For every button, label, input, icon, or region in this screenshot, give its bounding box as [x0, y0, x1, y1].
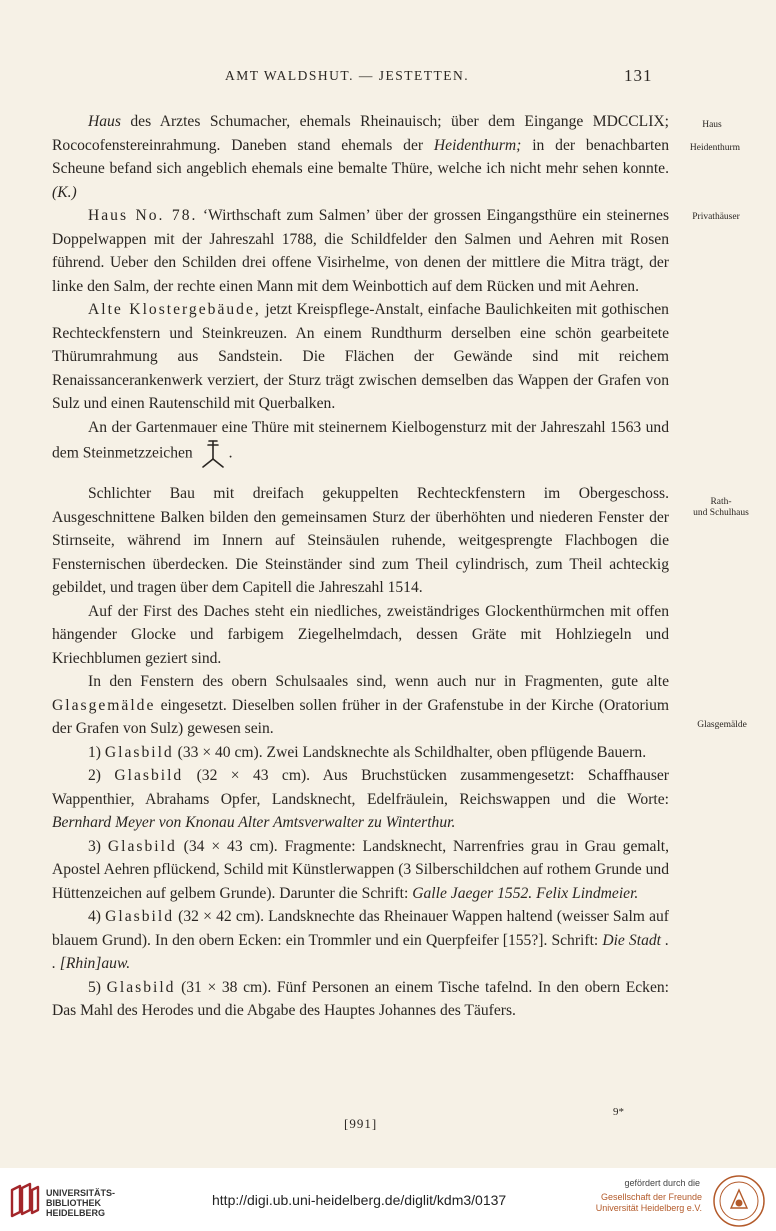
stonemason-mark-icon: [199, 439, 227, 469]
library-name-line: UNIVERSITÄTS-: [46, 1188, 116, 1198]
text-run: eingesetzt. Dieselben sollen früher in der Grafenstube in der Kirche (Oratorium der Grafen von Sulz) gewesen sein.: [52, 696, 669, 737]
lead-klostergebaeude: Alte Klostergebäude,: [88, 301, 261, 318]
paragraph-gartenmauer: [52, 416, 669, 470]
margin-note-heidenthurm: Heidenthurm: [689, 143, 741, 153]
inscription: Bernhard Meyer von Knonau Alter Amtsverwalter zu Winterthur.: [52, 814, 456, 831]
term-heidenthurm: Heidenthurm;: [433, 136, 522, 154]
sponsor-name-line: Universität Heidelberg e.V.: [595, 1203, 702, 1213]
university-seal-icon: [712, 1174, 766, 1228]
running-header: [0, 68, 776, 92]
text-run: ‘Wirthschaft zum Salmen’ über der grossen Eingangsthüre ein steinernes Doppelwappen mit der Jahreszahl 1788, die Schildfelder den Salmen und Aehren mit Rosen führend. Ueber den Schilden drei offene Visirhelme, von denen der mittlere die Mitra trägt, der linke den Salm, der rechte einen Mann mit dem Weinbottich auf dem Rücken und mit Aehren.: [52, 207, 670, 295]
margin-note-glasgemaelde: Glasgemälde: [697, 720, 747, 730]
item-number: 3): [88, 837, 108, 855]
margin-note-rath-schulhaus: [676, 497, 766, 519]
main-text: [52, 110, 669, 1023]
term-glasbild: Glasbild: [105, 908, 174, 925]
item-number: 4): [88, 908, 106, 925]
text-run: des Arztes Schumacher, ehemals Rheinauisch; über dem Eingange MDCCLIX; Rococofenstereinrahmung. Daneben stand ehemals der: [52, 113, 669, 154]
text-run: jetzt Kreispflege-Anstalt, einfache Baulichkeiten mit gothischen Rechteckfenstern und Steinkreuzen. An einem Rundthurm derselben eine schön gearbeitete Thürumrahmung aus Sandstein. Die Flächen der Gewände sind mit reichem Renaissancerankenwerk verziert, der Sturz trägt zwischen demselben das Wappen der Grafen von Sulz und einen Rautenschild mit Querbalken.: [52, 301, 669, 412]
text-run: (32 × 43 cm). Aus Bruchstücken zusammengesetzt: Schaffhauser Wappenthier, Abrahams Opfer, Landsknecht, Edelfräulein, Reichswappen und die Worte:: [52, 767, 670, 808]
paragraph-glasgemaelde: [52, 670, 669, 741]
list-item-glasbild-1: [52, 741, 669, 765]
paragraph-klostergebaeude: [52, 298, 669, 416]
margin-note-rath-1: Rath-: [710, 497, 732, 507]
term-glasbild: Glasbild: [107, 837, 177, 855]
text-run: Auf der First des Daches steht ein niedliches, zweiständriges Glockenthürmchen mit offen hängender Glocke und farbigem Ziegelhelmdach, dessen Gräte mit Hohlziegeln und Kriechblumen geziert sind.: [52, 602, 669, 667]
sponsor-name: [592, 1192, 702, 1214]
header-title: AMT WALDSHUT. — JESTETTEN.: [225, 68, 470, 83]
item-number: 2): [88, 767, 115, 784]
page-number: 131: [624, 66, 653, 85]
term-glasgemaelde: Glasgemälde: [52, 696, 156, 714]
digitization-footer: [0, 1168, 776, 1231]
text-run: (34 × 43 cm). Fragmente: Landsknecht, Narrenfries grau in Grau gemalt, Apostel Aehren pflückend, Schild mit Künstlerwappen (3 Silberschildchen auf rothem Grunde und Hüttenzeichen auf gelbem Grunde). Darunter die Schrift:: [52, 837, 670, 902]
text-run: (32 × 42 cm). Landsknechte das Rheinauer Wappen haltend (weisser Salm auf blauem Grund). In den obern Ecken: ein Trommler und ein Querpfeifer [155?]. Schrift:: [52, 908, 669, 949]
source-url-link[interactable]: http://digi.ub.uni-heidelberg.de/diglit/kdm3/0137: [212, 1192, 507, 1208]
library-name-line: BIBLIOTHEK: [46, 1198, 101, 1208]
text-run: .: [228, 444, 233, 462]
sponsor-name-line: Gesellschaft der Freunde: [600, 1192, 702, 1202]
list-item-glasbild-4: [52, 905, 669, 976]
term-haus: Haus: [88, 113, 121, 130]
text-run: In den Fenstern des obern Schulsaales sind, wenn auch nur in Fragmenten, gute alte: [88, 673, 669, 690]
term-glasbild: Glasbild: [106, 978, 176, 996]
library-name-line: HEIDELBERG: [46, 1208, 106, 1218]
inscription: Die Stadt . . [Rhin]auw.: [52, 931, 669, 972]
margin-note-rath-2: und Schulhaus: [693, 508, 749, 518]
term-glasbild: Glasbild: [104, 743, 174, 761]
paragraph-glockenthuermchen: [52, 600, 669, 671]
inscription: Galle Jaeger 1552. Felix Lindmeier.: [412, 884, 639, 902]
paragraph-haus-schumacher: [52, 110, 669, 204]
lead-haus-78: Haus No. 78.: [88, 207, 198, 224]
item-number: 5): [88, 978, 107, 996]
list-item-glasbild-5: [52, 976, 669, 1023]
signature-mark: 9*: [613, 1106, 624, 1118]
term-glasbild: Glasbild: [114, 767, 184, 784]
margin-note-haus: Haus: [702, 120, 722, 130]
text-run: (33 × 40 cm). Zwei Landsknechte als Schildhalter, oben pflügende Bauern.: [173, 743, 647, 761]
margin-note-privathaeuser: Privathäuser: [692, 212, 740, 222]
text-run: Schlichter Bau mit dreifach gekuppelten Rechteckfenstern im Obergeschoss. Ausgeschnittene Balken bilden den gemeinsamen Sturz der überhöhten und niederen Fenster der Stirnseite, während im Innern auf Steinsäulen ruhende, weitgesprengte Flachbogen die Fensternischen überdecken. Die Steinständer sind zum Theil cylindrisch, zum Theil achteckig gebildet, und tragen über dem Capitell die Jahreszahl 1514.: [52, 485, 669, 596]
author-mark: (K.): [52, 183, 77, 201]
text-run: in der benachbarten Scheune befand sich angeblich ehemals eine bemalte Thüre, welche ich nicht mehr sehen konnte.: [52, 136, 669, 177]
list-item-glasbild-2: [52, 764, 669, 835]
library-name: [46, 1188, 115, 1218]
footer-page-number: [991]: [344, 1116, 378, 1131]
list-item-glasbild-3: [52, 835, 669, 906]
text-run: An der Gartenmauer eine Thüre mit steinernem Kielbogensturz mit der Jahreszahl 1563 und dem Steinmetzzeichen: [52, 418, 669, 462]
library-logo-icon: [8, 1182, 42, 1218]
sponsor-intro: gefördert durch die: [624, 1178, 700, 1188]
paragraph-haus-78: [52, 204, 669, 298]
paragraph-schulhaus: [52, 482, 669, 600]
item-number: 1): [88, 743, 105, 761]
text-run: (31 × 38 cm). Fünf Personen an einem Tische tafelnd. In den obern Ecken: Das Mahl des Herodes und die Abgabe des Hauptes Johannes des Täufers.: [52, 978, 669, 1019]
